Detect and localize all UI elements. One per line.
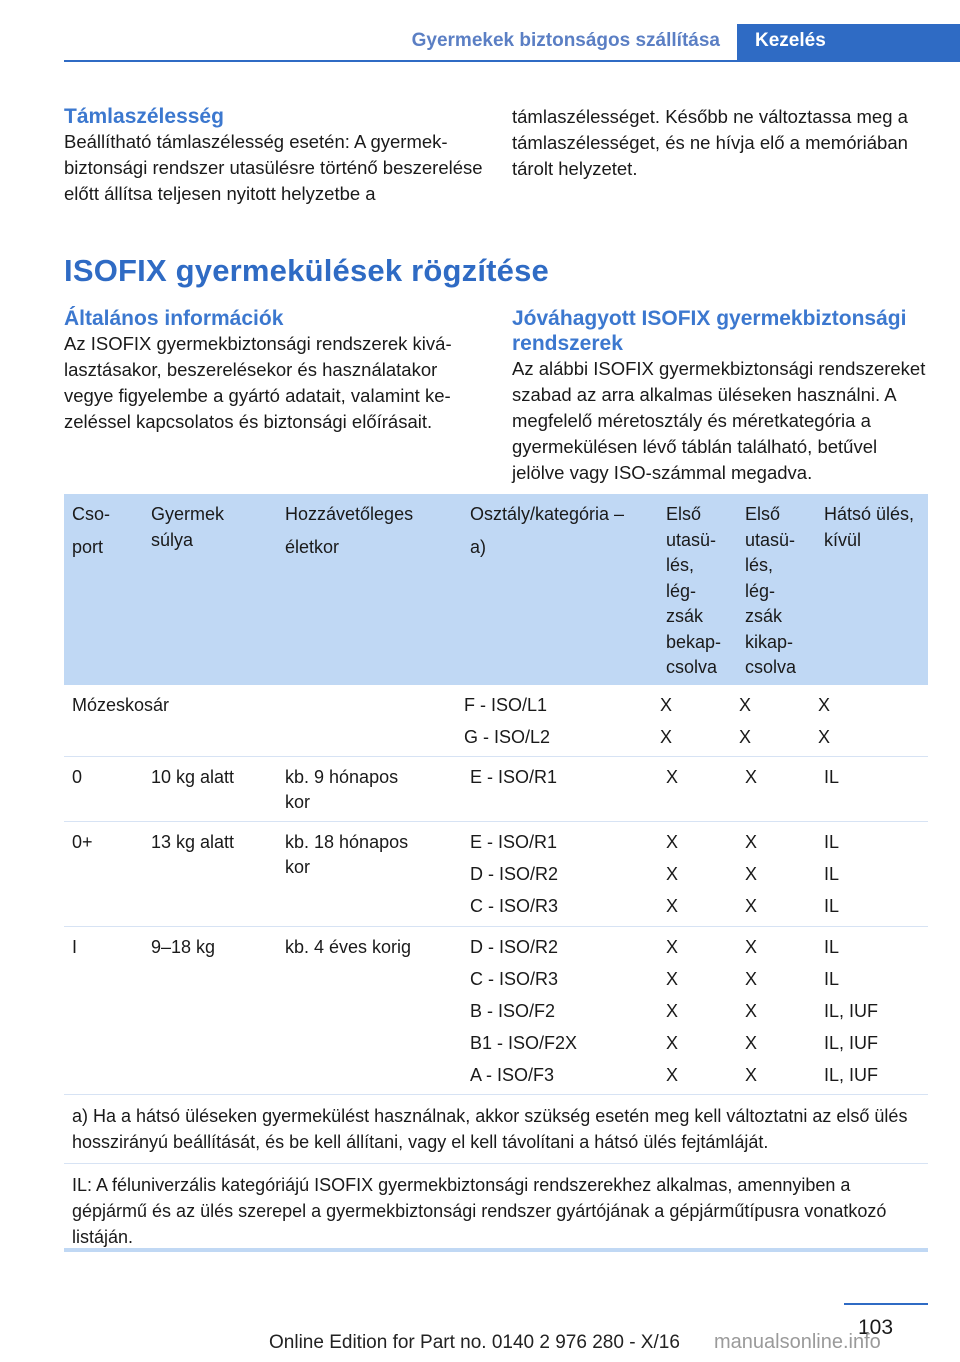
table-row (64, 757, 928, 822)
isofix-table (64, 494, 928, 1258)
header-cell: Osztály/kategória – a) (470, 504, 625, 557)
edition-footer: Online Edition for Part no. 0140 2 976 280 - X/16 (269, 1332, 680, 1353)
airbag-on-cell: X X (660, 695, 673, 747)
table-row (64, 927, 928, 1095)
weight-cell: 9–18 kg (151, 937, 216, 957)
header-cell: Hozzávetőleges életkor (285, 504, 414, 557)
header-cell: Első utasü- lés, lég- zsák kikap- csolva (745, 504, 797, 677)
airbag-on-cell: X X X (666, 832, 679, 916)
page-number: 103 (858, 1316, 894, 1339)
approved-systems-title: Jóváhagyott ISOFIX gyermekbiztonsági rendszerek (512, 307, 907, 355)
approved-systems-column (512, 306, 928, 486)
approved-systems-text: Az alábbi ISOFIX gyermekbiztonsági rendszereket szabad az arra alkalmas üléseken használni. A megfelelő méretosztály és méretkategória a gyermekülésen lévő táblán található, betűvel jelölve vagy ISO-számmal megadva. (512, 358, 926, 483)
tab-kezeles[interactable]: Kezelés (737, 24, 960, 62)
header-cell: Hátsó ülés, kívül (824, 504, 915, 550)
table-footnote-a: a) Ha a hátsó üléseken gyermekülést használnak, akkor szükség esetén meg kell változtatni az első ülés hosszirányú beállítását, és be kell állítani, vagy el kell távolítani a hátsó ülés fejtámláját. (64, 1095, 928, 1164)
general-info-text: Az ISOFIX gyermekbiztonsági rendszerek kiválasztásakor, beszerelésekor és használatakor vegye figyelembe a gyártó adatait, valamint kezeléssel kapcsolatos és biztonsági előírásait. (64, 333, 452, 432)
airbag-on-cell: X (666, 767, 679, 787)
table-row (64, 822, 928, 927)
general-info-column (64, 306, 484, 435)
class-cell: E - ISO/R1 (470, 767, 558, 787)
section-title: ISOFIX gyermekülések rögzítése (64, 253, 549, 288)
table-row (64, 685, 928, 757)
header-cell: Gyermek súlya (151, 504, 225, 550)
intro-left-column (64, 104, 484, 207)
intro-right-column (512, 104, 928, 182)
watermark: manualsonline.info (714, 1331, 881, 1353)
header-cell: Első utasü- lés, lég- zsák bekap- csolva (666, 504, 722, 677)
rear-seat-cell: IL IL IL (824, 832, 840, 916)
group-cell: 0+ (72, 832, 93, 852)
age-cell: kb. 9 hónapos kor (285, 767, 399, 812)
general-info-title: Általános információk (64, 307, 284, 330)
header-divider (64, 60, 737, 62)
age-cell: kb. 4 éves korig (285, 937, 412, 957)
class-cell: F - ISO/L1 G - ISO/L2 (464, 695, 551, 747)
class-cell: E - ISO/R1 D - ISO/R2 C - ISO/R3 (470, 832, 559, 916)
table-end-rule (64, 1248, 928, 1252)
table-footnote-il: IL: A féluniverzális kategóriájú ISOFIX gyermekbiztonsági rendszerekhez alkalmas, amennyiben a gépjármű és az ülés szerepel a gyermekbiztonsági rendszer gyártójának a gépjárműtípusra vonatkozó listáján. (72, 1175, 887, 1247)
rear-seat-cell: IL IL IL, IUF IL, IUF IL, IUF (824, 937, 879, 1085)
airbag-off-cell: X (745, 767, 758, 787)
page-number-rule (844, 1303, 928, 1305)
intro-title: Támlaszélesség (64, 105, 224, 128)
airbag-off-cell: X X X X X (745, 937, 758, 1085)
weight-cell: 13 kg alatt (151, 832, 235, 852)
intro-left-text: Beállítható támlaszélesség esetén: A gyermekbiztonsági rendszer utasülésre történő beszerelése előtt állítsa teljesen nyitott helyzetbe a (64, 131, 483, 204)
age-cell: kb. 18 hónapos kor (285, 832, 409, 877)
group-cell: I (72, 937, 78, 957)
intro-right-text: támlaszélességet. Később ne változtassa meg a támlaszélességet, és ne hívja elő a memóriában tárolt helyzetet. (512, 106, 908, 179)
header-cell: Cso- port (72, 504, 111, 557)
breadcrumb[interactable]: Gyermekek biztonságos szállítása (411, 30, 720, 51)
page-header (0, 0, 960, 62)
group-cell: Mózeskosár (72, 695, 170, 715)
group-cell: 0 (72, 767, 83, 787)
weight-cell: 10 kg alatt (151, 767, 235, 787)
airbag-off-cell: X X X (745, 832, 758, 916)
class-cell: D - ISO/R2 C - ISO/R3 B - ISO/F2 B1 - ISO/F2X A - ISO/F3 (470, 937, 578, 1085)
rear-seat-cell: X X (818, 695, 831, 747)
airbag-off-cell: X X (739, 695, 752, 747)
airbag-on-cell: X X X X X (666, 937, 679, 1085)
rear-seat-cell: IL (824, 767, 840, 787)
table-header-row (64, 494, 928, 685)
